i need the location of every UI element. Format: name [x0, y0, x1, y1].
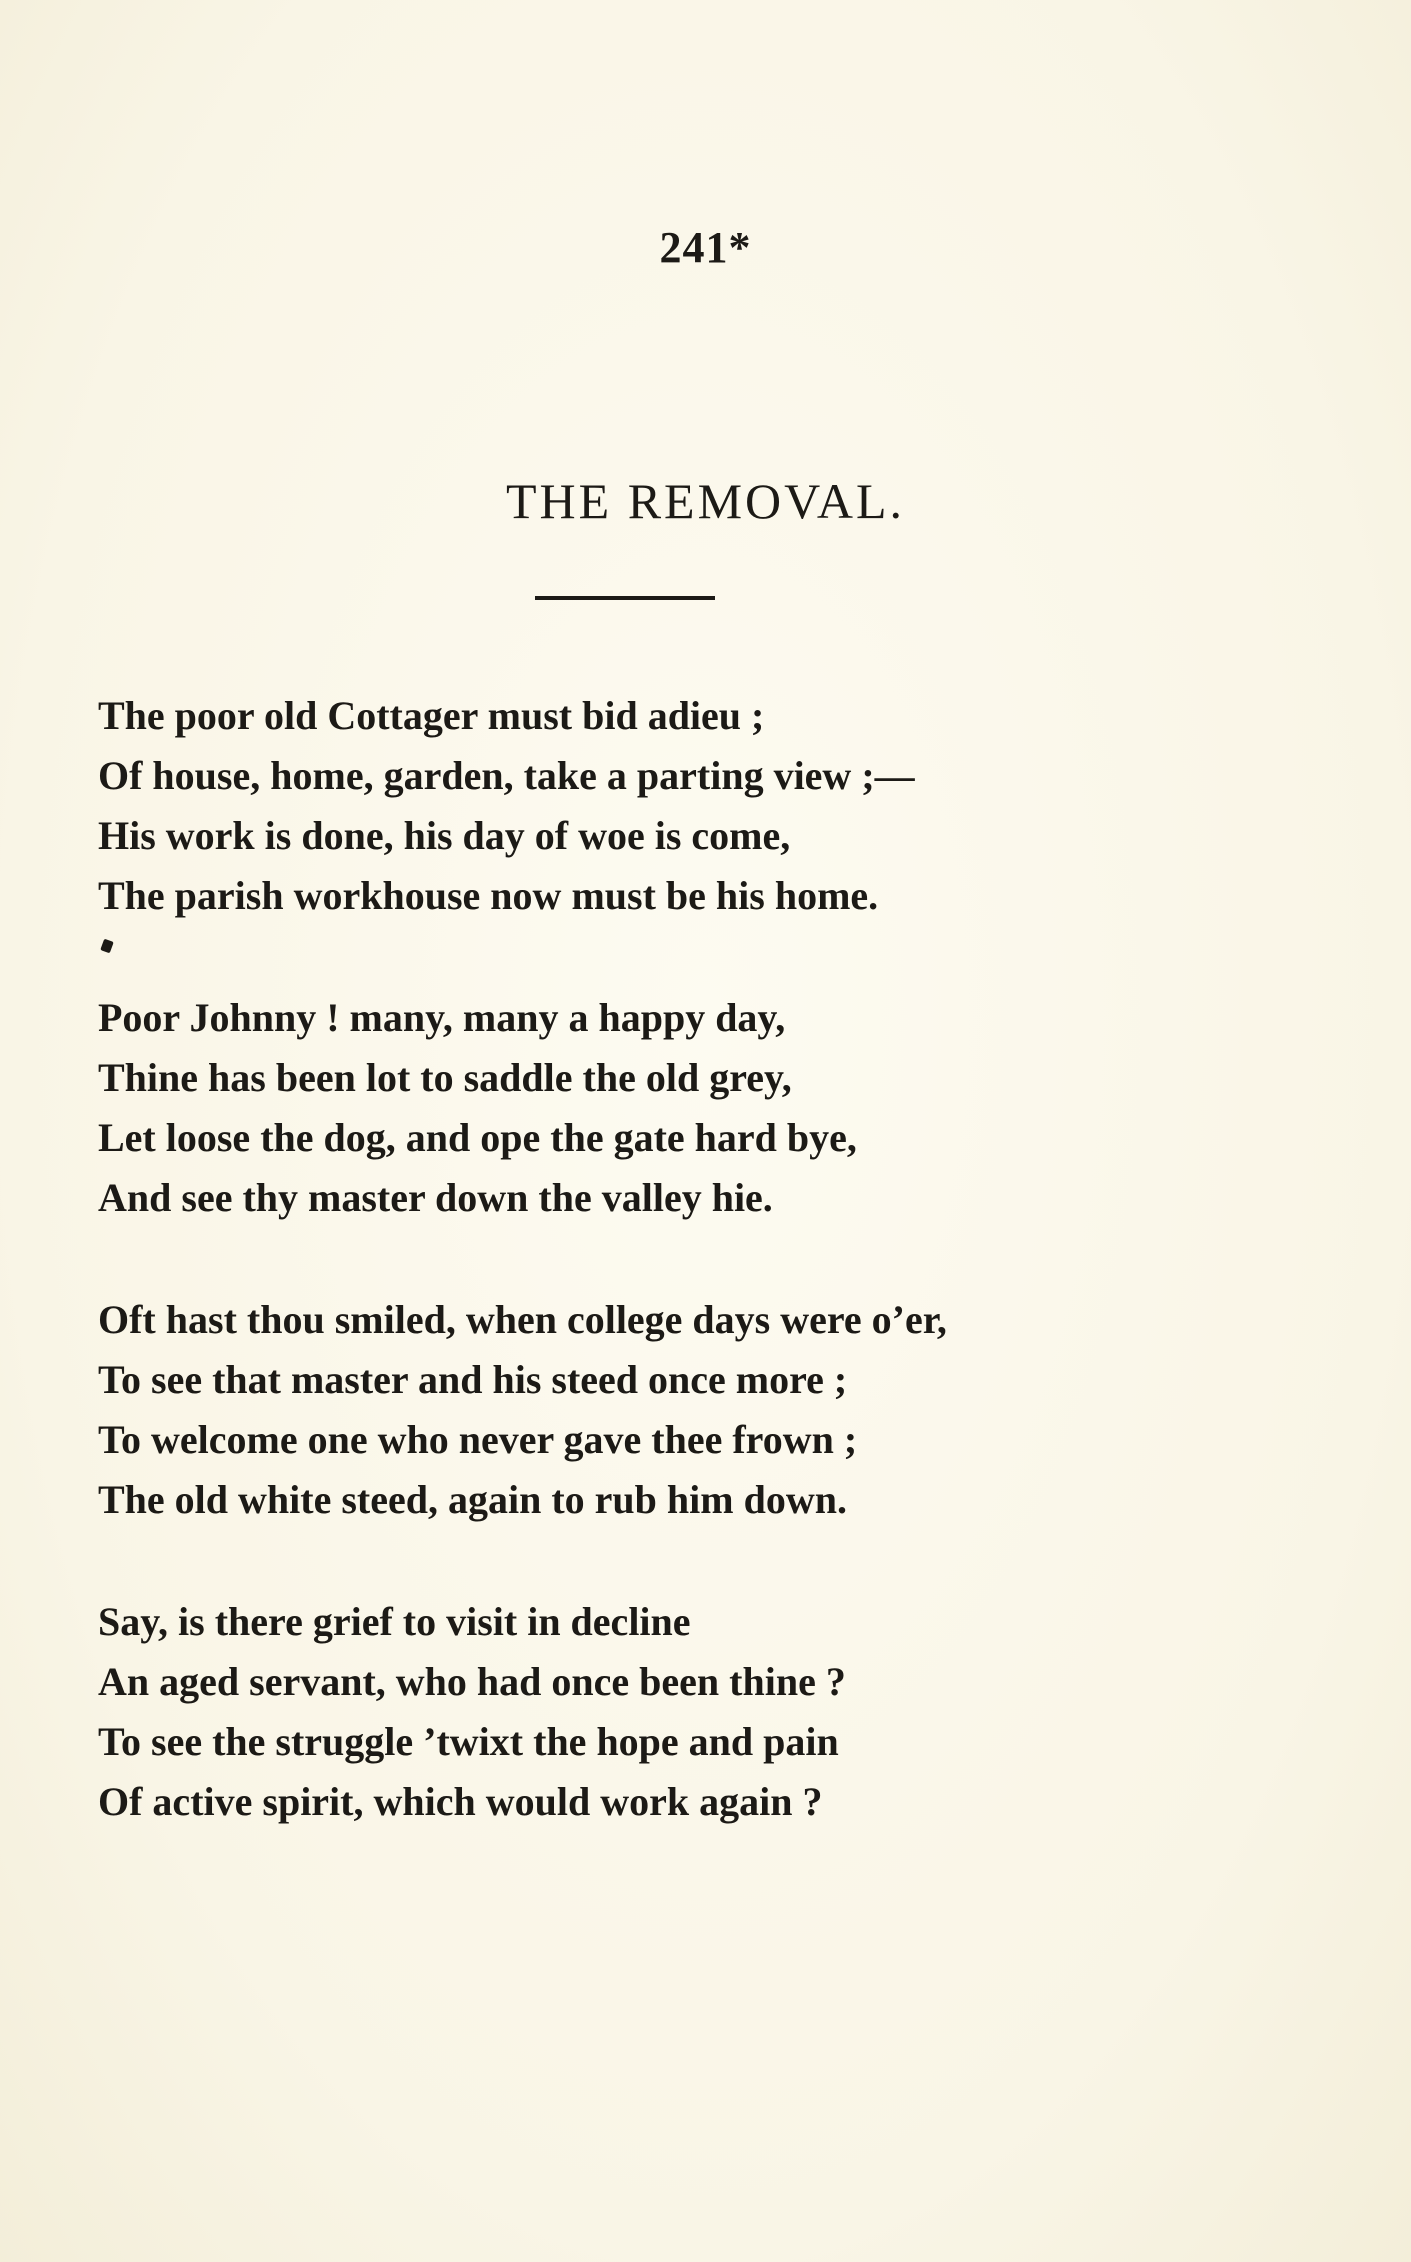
ink-mark	[100, 939, 114, 954]
stanza-4	[98, 1592, 1098, 1832]
poem-line: Of active spirit, which would work again ?	[98, 1779, 823, 1824]
page-number: 241*	[659, 223, 752, 272]
poem-line: The poor old Cottager must bid adieu ;	[98, 693, 765, 738]
title-rule	[535, 596, 715, 600]
stanza-3	[98, 1290, 1098, 1530]
stanza-2	[98, 988, 1098, 1228]
poem-line: Poor Johnny ! many, many a happy day,	[98, 995, 786, 1040]
poem-line: Of house, home, garden, take a parting view ;—	[98, 753, 915, 798]
poem-line: To see the struggle ’twixt the hope and pain	[98, 1719, 839, 1764]
poem-line: And see thy master down the valley hie.	[98, 1175, 773, 1220]
poem-line: Thine has been lot to saddle the old grey,	[98, 1055, 792, 1100]
poem-title: THE REMOVAL.	[506, 472, 905, 529]
poem-line: The old white steed, again to rub him down.	[98, 1477, 847, 1522]
poem-line: An aged servant, who had once been thine ?	[98, 1659, 846, 1704]
stanza-1	[98, 686, 1098, 926]
poem-line: To welcome one who never gave thee frown ;	[98, 1417, 858, 1462]
poem-line: His work is done, his day of woe is come,	[98, 813, 791, 858]
poem-line: Oft hast thou smiled, when college days were o’er,	[98, 1297, 947, 1342]
poem-line: Let loose the dog, and ope the gate hard bye,	[98, 1115, 857, 1160]
poem-line: The parish workhouse now must be his home.	[98, 873, 879, 918]
poem-line: To see that master and his steed once more ;	[98, 1357, 848, 1402]
poem-line: Say, is there grief to visit in decline	[98, 1599, 691, 1644]
